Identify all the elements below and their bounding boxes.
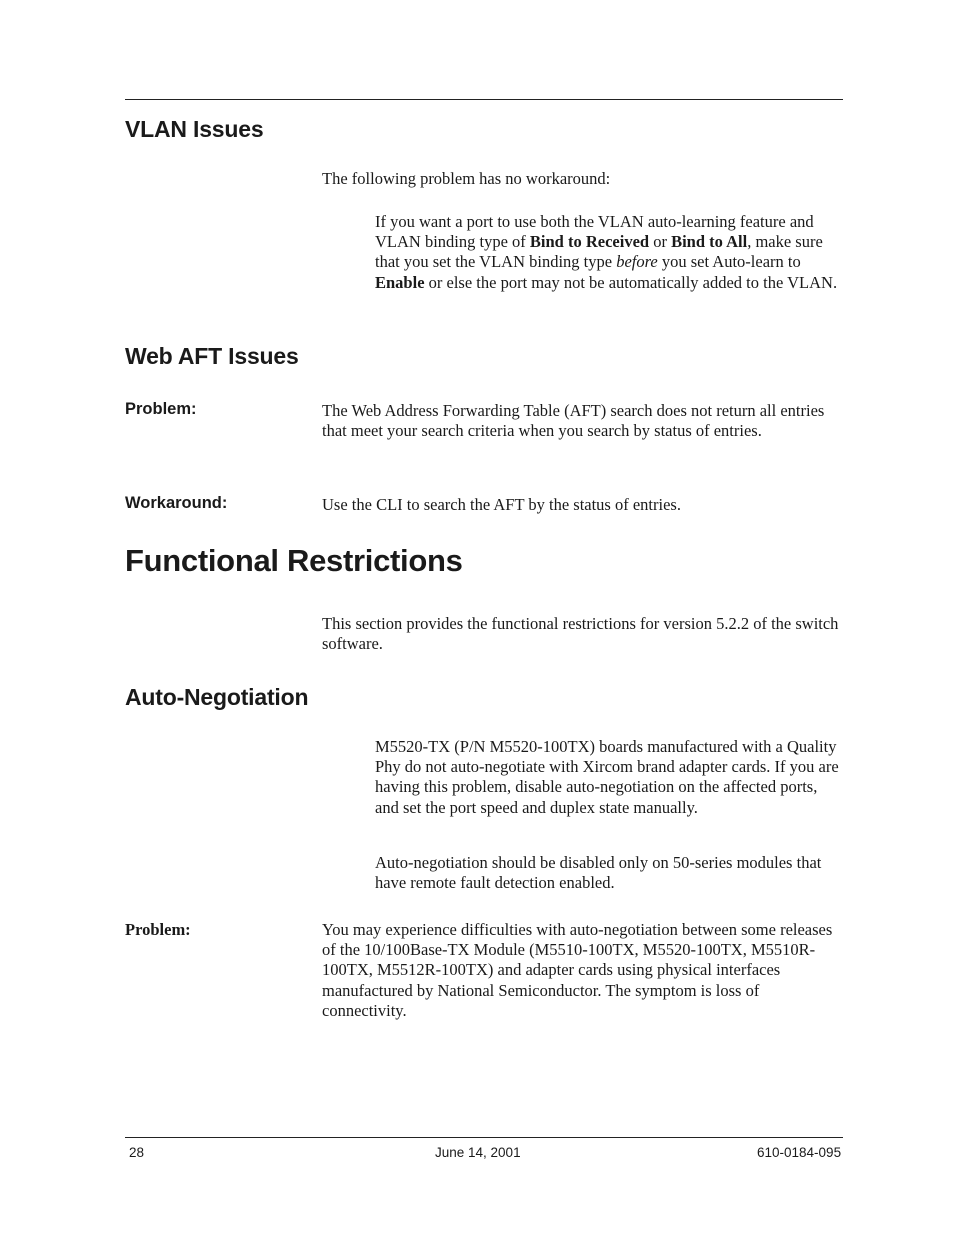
vlan-intro: The following problem has no workaround: xyxy=(322,169,611,188)
autoneg-paragraph-1: M5520-TX (P/N M5520-100TX) boards manufactured with a Quality Phy do not auto-negotiate with Xircom brand adapter cards. If you are having this problem, disable auto-negotiation on the affected ports, and set the port speed and duplex state manually. xyxy=(375,737,839,817)
bind-to-all-term: Bind to All xyxy=(671,232,748,252)
web-aft-problem-text: The Web Address Forwarding Table (AFT) search does not return all entries that meet your search criteria when you search by status of entries. xyxy=(322,401,825,441)
web-aft-workaround-label: Workaround: xyxy=(125,494,228,512)
document-number: 610-0184-095 xyxy=(757,1145,842,1160)
autoneg-problem-label: Problem: xyxy=(125,920,191,939)
autoneg-paragraph-2: Auto-negotiation should be disabled only on 50-series modules that have remote fault detection enabled. xyxy=(375,853,822,893)
web-aft-issues-heading: Web AFT Issues xyxy=(125,343,299,369)
header-rule xyxy=(125,99,843,100)
web-aft-problem-label: Problem: xyxy=(125,400,197,418)
functional-restrictions-heading: Functional Restrictions xyxy=(125,543,463,578)
auto-negotiation-heading: Auto-Negotiation xyxy=(125,684,309,710)
before-emphasis: before xyxy=(616,252,658,272)
functional-intro: This section provides the functional restrictions for version 5.2.2 of the switch software. xyxy=(322,614,839,654)
vlan-note: If you want a port to use both the VLAN auto-learning feature and VLAN binding type of Bind to Received or Bind to All, make sure that you set the VLAN binding type before you set Auto-learn to Enable or else the port may not be automatically added to the VLAN. xyxy=(375,212,838,292)
footer-rule xyxy=(125,1137,843,1138)
footer-date: June 14, 2001 xyxy=(435,1145,521,1160)
bind-to-received-term: Bind to Received xyxy=(529,232,650,252)
autoneg-problem-text: You may experience difficulties with auto-negotiation between some releases of the 10/100Base-TX Module (M5510-100TX, M5520-100TX, M5510R-100TX, M5512R-100TX) and adapter cards using physical interfaces manufactured by National Semiconductor. The symptom is loss of connectivity. xyxy=(322,920,833,1020)
enable-term: Enable xyxy=(375,272,425,292)
web-aft-workaround-text: Use the CLI to search the AFT by the status of entries. xyxy=(322,495,681,514)
page-number: 28 xyxy=(129,1145,145,1160)
vlan-issues-heading: VLAN Issues xyxy=(125,116,264,142)
